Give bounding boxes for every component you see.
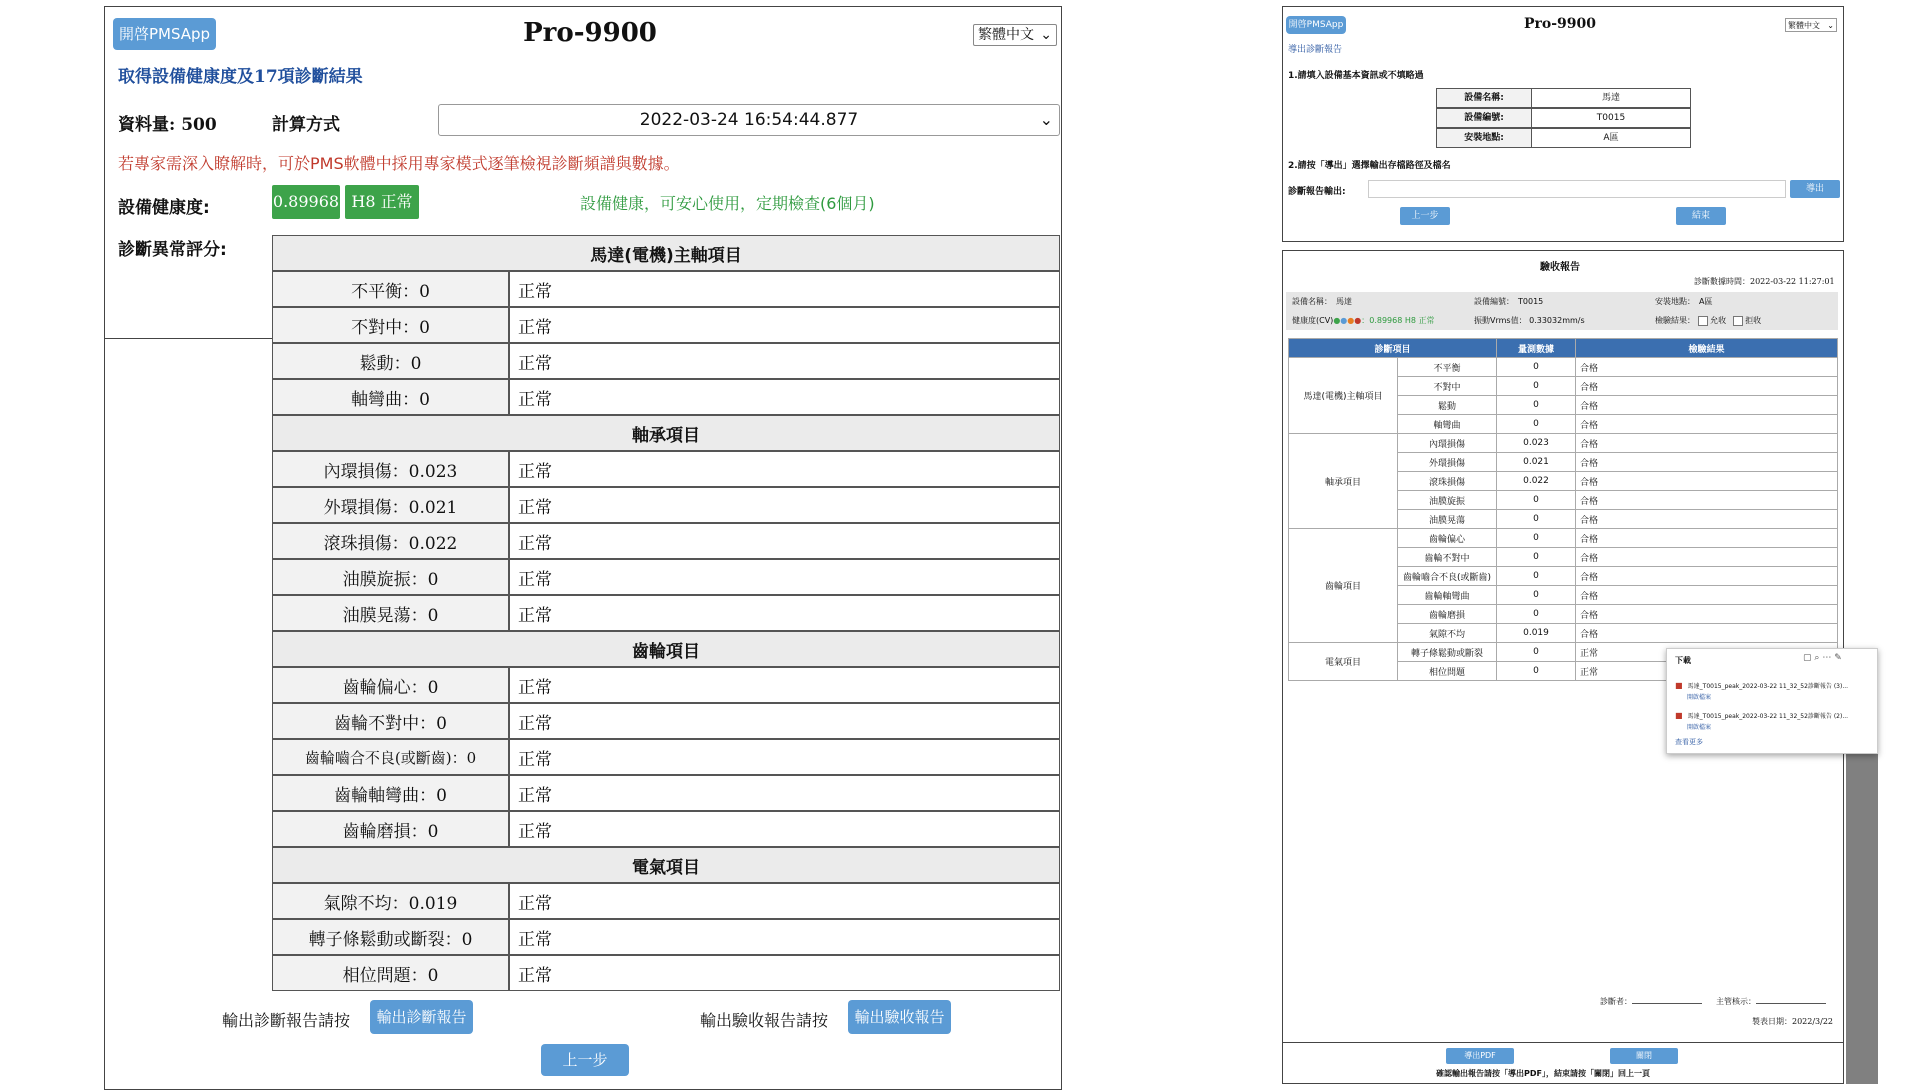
group-cell: 電氣項目 <box>1289 643 1398 681</box>
language-value: 繁體中文 <box>978 27 1034 43</box>
health-level-badge: H8 正常 <box>345 185 419 219</box>
item-cell: 不對中 <box>1398 377 1497 396</box>
close-button[interactable]: 關閉 <box>1610 1048 1678 1064</box>
export-diag-text: 輸出診斷報告請按 <box>222 1011 351 1030</box>
value-cell: 0 <box>1497 491 1576 510</box>
group-header-electrical: 電氣項目 <box>272 847 1060 883</box>
col-header: 量測數據 <box>1497 339 1576 358</box>
diagnoser-signature <box>1600 996 1702 1007</box>
chevron-down-icon: ⌄ <box>1827 21 1834 30</box>
row-value: 正常 <box>509 451 1060 487</box>
calc-method-label: 計算方式 <box>272 115 340 135</box>
language-select[interactable] <box>1785 18 1837 32</box>
table-row <box>1289 358 1838 377</box>
output-label: 診斷報告輸出: <box>1288 187 1346 197</box>
search-icon[interactable]: ⌕ <box>1814 653 1820 663</box>
downloads-title: 下載 <box>1675 656 1691 665</box>
report-table <box>1288 338 1838 681</box>
open-pms-app-button[interactable]: 開啓PMSApp <box>1286 16 1346 34</box>
item-cell: 外環損傷 <box>1398 453 1497 472</box>
status-dot-icon: ● <box>1340 316 1348 325</box>
report-footer-text: 確認輸出報告請按「導出PDF」，結束請按「關閉」回上一頁 <box>1436 1069 1650 1078</box>
result-cell: 合格 <box>1576 415 1838 434</box>
item-cell: 內環損傷 <box>1398 434 1497 453</box>
location-field[interactable]: A區 <box>1531 128 1691 148</box>
output-path-input[interactable] <box>1368 180 1786 198</box>
info-device-id: 設備編號： T0015 <box>1474 297 1544 306</box>
item-cell: 相位問題 <box>1398 662 1497 681</box>
info-device-name: 設備名稱： 馬達 <box>1292 297 1352 306</box>
row-label: 滾珠損傷：0.022 <box>272 523 509 559</box>
row-label: 油膜旋振：0 <box>272 559 509 595</box>
result-cell: 合格 <box>1576 472 1838 491</box>
result-cell: 正常 <box>1576 662 1838 681</box>
item-cell: 不平衡 <box>1398 358 1497 377</box>
device-name-field[interactable]: 馬達 <box>1531 88 1691 108</box>
info-result-label: 檢驗結果： <box>1655 316 1695 325</box>
value-cell: 0 <box>1497 586 1576 605</box>
group-cell: 馬達(電機)主軸項目 <box>1289 358 1398 434</box>
export-diag-link[interactable]: 導出診斷報告 <box>1288 45 1343 55</box>
row-value: 正常 <box>509 379 1060 415</box>
health-label: 設備健康度: <box>118 198 210 218</box>
panel-title: Pro-9900 <box>1523 16 1597 32</box>
status-dots-icon: ● <box>1333 316 1341 325</box>
reject-label: 拒收 <box>1745 316 1762 325</box>
device-id-label: 設備編號: <box>1436 108 1532 128</box>
item-cell: 齒輪軸彎曲 <box>1398 586 1497 605</box>
download-item[interactable] <box>1675 673 1875 701</box>
col-header: 診斷項目 <box>1289 339 1497 358</box>
item-cell: 軸彎曲 <box>1398 415 1497 434</box>
group-cell: 軸承項目 <box>1289 434 1398 529</box>
status-dot-icon: ● <box>1347 316 1355 325</box>
language-select[interactable] <box>973 24 1057 46</box>
export-accept-report-button[interactable]: 輸出驗收報告 <box>848 1000 951 1034</box>
value-cell: 0 <box>1497 548 1576 567</box>
result-cell: 合格 <box>1576 358 1838 377</box>
row-label: 齒輪不對中：0 <box>272 703 509 739</box>
group-header-motor: 馬達(電機)主軸項目 <box>272 235 1060 271</box>
diag-score-label: 診斷異常評分: <box>118 240 227 260</box>
value-cell: 0.023 <box>1497 434 1576 453</box>
step1-text: 1.請填入設備基本資訊或不填略過 <box>1288 71 1424 81</box>
row-value: 正常 <box>509 307 1060 343</box>
row-value: 正常 <box>509 703 1060 739</box>
item-cell: 鬆動 <box>1398 396 1497 415</box>
row-label: 油膜晃蕩：0 <box>272 595 509 631</box>
download-file-name: 馬達_T0015_peak_2022-03-22 11_32_52診斷報告 (3)... <box>1687 683 1849 690</box>
row-label: 內環損傷：0.023 <box>272 451 509 487</box>
data-amount-label: 資料量: 500 <box>118 115 217 135</box>
row-label: 齒輪軸彎曲：0 <box>272 775 509 811</box>
prev-button[interactable]: 上一步 <box>1400 207 1450 225</box>
value-cell: 0 <box>1497 643 1576 662</box>
item-cell: 油膜旋振 <box>1398 491 1497 510</box>
result-cell: 合格 <box>1576 548 1838 567</box>
result-cell: 合格 <box>1576 529 1838 548</box>
pin-icon[interactable]: ✎ <box>1834 653 1842 663</box>
group-cell: 齒輪項目 <box>1289 529 1398 643</box>
table-row <box>1289 434 1838 453</box>
more-icon[interactable]: ⋯ <box>1822 653 1832 663</box>
page-title: Pro-9900 <box>523 18 657 48</box>
pdf-file-icon: ■ <box>1675 711 1683 720</box>
subtitle-link[interactable]: 取得設備健康度及17項診斷結果 <box>118 67 363 87</box>
chevron-down-icon: ⌄ <box>1039 110 1053 129</box>
report-footer-divider <box>1282 1042 1844 1043</box>
item-cell: 齒輪嚙合不良(或斷齒) <box>1398 567 1497 586</box>
row-value: 正常 <box>509 595 1060 631</box>
open-file-link[interactable]: 開啟檔案 <box>1687 724 1712 731</box>
result-cell: 合格 <box>1576 434 1838 453</box>
step2-text: 2.請按「導出」選擇輸出存檔路徑及檔名 <box>1288 161 1451 171</box>
export-diag-report-button[interactable]: 輸出診斷報告 <box>370 1000 473 1034</box>
item-cell: 齒輪偏心 <box>1398 529 1497 548</box>
finish-button[interactable]: 結束 <box>1676 207 1726 225</box>
value-cell: 0 <box>1497 529 1576 548</box>
info-health-label <box>1292 315 1435 326</box>
supervisor-label: 主管核示： <box>1716 997 1756 1006</box>
chevron-down-icon: ⌄ <box>1040 27 1052 43</box>
downloads-popup <box>1666 648 1878 754</box>
health-value-badge: 0.89968 <box>272 185 340 219</box>
info-health-value: ：0.89968 H8 正常 <box>1361 316 1435 325</box>
pass-label: 允收 <box>1710 316 1727 325</box>
diagnoser-label: 診斷者： <box>1600 997 1632 1006</box>
datetime-value: 2022-03-24 16:54:44.877 <box>639 110 859 130</box>
row-label: 相位問題：0 <box>272 955 509 991</box>
open-pms-app-button[interactable]: 開啓PMSApp <box>113 18 216 50</box>
info-vrms: 振動Vrms值： 0.33032mm/s <box>1474 316 1585 325</box>
download-item[interactable] <box>1675 703 1875 731</box>
value-cell: 0 <box>1497 396 1576 415</box>
row-label: 轉子條鬆動或斷裂：0 <box>272 919 509 955</box>
report-diag-time: 診斷數據時間：2022-03-22 11:27:01 <box>1694 277 1835 286</box>
download-file-name: 馬達_T0015_peak_2022-03-22 11_32_52診斷報告 (2)... <box>1687 713 1849 720</box>
result-cell: 合格 <box>1576 605 1838 624</box>
row-label: 氣隙不均：0.019 <box>272 883 509 919</box>
supervisor-signature <box>1716 996 1826 1007</box>
info-health-text: 健康度(CV) <box>1292 316 1334 325</box>
result-cell: 合格 <box>1576 586 1838 605</box>
value-cell: 0 <box>1497 510 1576 529</box>
value-cell: 0 <box>1497 605 1576 624</box>
result-cell: 合格 <box>1576 567 1838 586</box>
item-cell: 油膜晃蕩 <box>1398 510 1497 529</box>
info-location: 安裝地點： A區 <box>1655 297 1713 306</box>
status-dot-icon: ● <box>1354 316 1362 325</box>
device-id-field[interactable]: T0015 <box>1531 108 1691 128</box>
item-cell: 齒輪不對中 <box>1398 548 1497 567</box>
folder-icon[interactable]: ▢ <box>1803 653 1812 663</box>
row-value: 正常 <box>509 775 1060 811</box>
row-label: 不平衡：0 <box>272 271 509 307</box>
item-cell: 氣隙不均 <box>1398 624 1497 643</box>
row-label: 外環損傷：0.021 <box>272 487 509 523</box>
value-cell: 0 <box>1497 377 1576 396</box>
value-cell: 0.022 <box>1497 472 1576 491</box>
item-cell: 滾珠損傷 <box>1398 472 1497 491</box>
export-pdf-button[interactable]: 導出PDF <box>1446 1048 1514 1064</box>
row-value: 正常 <box>509 811 1060 847</box>
result-cell: 合格 <box>1576 624 1838 643</box>
value-cell: 0 <box>1497 567 1576 586</box>
value-cell: 0.019 <box>1497 624 1576 643</box>
row-label: 齒輪嚙合不良(或斷齒)：0 <box>272 739 509 775</box>
row-value: 正常 <box>509 883 1060 919</box>
result-cell: 合格 <box>1576 453 1838 472</box>
result-cell: 合格 <box>1576 510 1838 529</box>
expert-notice: 若專家需深入瞭解時，可於PMS軟體中採用專家模式逐筆檢視診斷頻譜與數據。 <box>118 154 680 173</box>
table-row <box>1289 529 1838 548</box>
row-label: 鬆動：0 <box>272 343 509 379</box>
row-value: 正常 <box>509 523 1060 559</box>
report-date: 製表日期：2022/3/22 <box>1752 1017 1834 1026</box>
item-cell: 齒輪磨損 <box>1398 605 1497 624</box>
row-value: 正常 <box>509 343 1060 379</box>
device-name-label: 設備名稱: <box>1436 88 1532 108</box>
value-cell: 0.021 <box>1497 453 1576 472</box>
row-value: 正常 <box>509 667 1060 703</box>
panel-divider <box>104 338 272 339</box>
table-header-row <box>1289 339 1838 358</box>
row-label: 齒輪磨損：0 <box>272 811 509 847</box>
reject-checkbox[interactable] <box>1733 316 1743 326</box>
scrollbar[interactable] <box>1846 744 1878 1084</box>
col-header: 檢驗結果 <box>1576 339 1838 358</box>
health-message: 設備健康，可安心使用，定期檢查(6個月) <box>580 194 875 213</box>
location-label: 安裝地點: <box>1436 128 1532 148</box>
back-button[interactable]: 上一步 <box>541 1044 629 1076</box>
pass-checkbox[interactable] <box>1698 316 1708 326</box>
result-cell: 合格 <box>1576 377 1838 396</box>
item-cell: 轉子條鬆動或斷裂 <box>1398 643 1497 662</box>
report-title: 驗收報告 <box>1540 262 1580 273</box>
row-label: 不對中：0 <box>272 307 509 343</box>
downloads-toolbar <box>1803 653 1842 663</box>
row-value: 正常 <box>509 487 1060 523</box>
value-cell: 0 <box>1497 662 1576 681</box>
result-cell: 正常 <box>1576 643 1838 662</box>
value-cell: 0 <box>1497 358 1576 377</box>
row-value: 正常 <box>509 955 1060 991</box>
row-value: 正常 <box>509 271 1060 307</box>
row-label: 軸彎曲：0 <box>272 379 509 415</box>
open-file-link[interactable]: 開啟檔案 <box>1687 694 1712 701</box>
datetime-select[interactable] <box>438 104 1060 136</box>
row-value: 正常 <box>509 919 1060 955</box>
result-cell: 合格 <box>1576 491 1838 510</box>
group-header-gear: 齒輪項目 <box>272 631 1060 667</box>
export-button[interactable]: 導出 <box>1790 180 1840 198</box>
group-header-bearing: 軸承項目 <box>272 415 1060 451</box>
row-value: 正常 <box>509 739 1060 775</box>
value-cell: 0 <box>1497 415 1576 434</box>
export-accept-text: 輸出驗收報告請按 <box>700 1011 829 1030</box>
row-value: 正常 <box>509 559 1060 595</box>
row-label: 齒輪偏心：0 <box>272 667 509 703</box>
info-result <box>1655 315 1761 326</box>
result-cell: 合格 <box>1576 396 1838 415</box>
pdf-file-icon: ■ <box>1675 681 1683 690</box>
see-more-link[interactable]: 查看更多 <box>1675 738 1703 746</box>
language-value: 繁體中文 <box>1788 21 1820 30</box>
